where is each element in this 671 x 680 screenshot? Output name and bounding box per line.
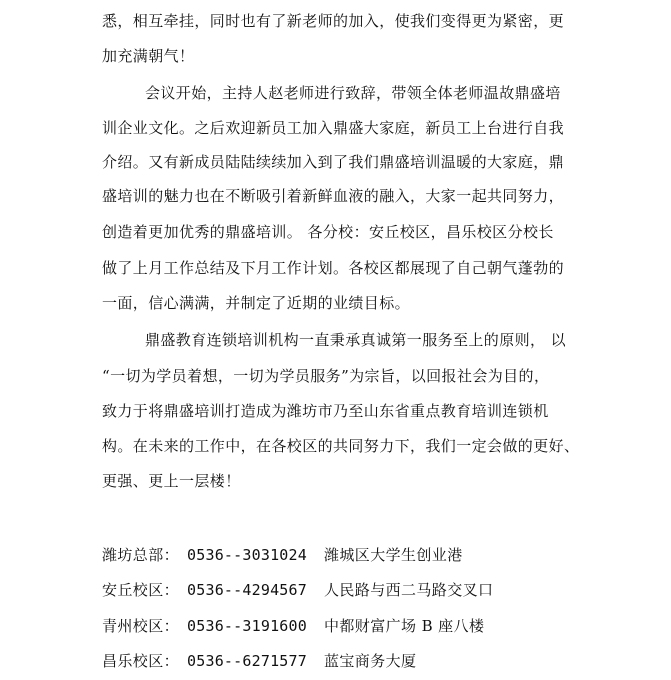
contact-address: 蓝宝商务大厦: [324, 652, 417, 670]
paragraph2-line-5: 创造着更加优秀的鼎盛培训。 各分校：安丘校区，昌乐校区分校长: [102, 223, 554, 241]
paragraph2-line-1: 会议开始，主持人赵老师进行致辞，带领全体老师温故鼎盛培: [145, 84, 561, 102]
contact-phone: 0536--3191600: [187, 617, 307, 635]
contact-label: 潍坊总部：: [102, 546, 180, 564]
contact-address: 中都财富广场 B 座八楼: [324, 617, 485, 635]
paragraph3-line-1: 鼎盛教育连锁培训机构一直秉承真诚第一服务至上的原则， 以: [145, 331, 566, 349]
paragraph3-line-5: 更强、更上一层楼！: [102, 472, 241, 490]
contact-phone: 0536--4294567: [187, 581, 307, 599]
contact-address: 潍城区大学生创业港: [324, 546, 463, 564]
contact-phone: 0536--6271577: [187, 652, 307, 670]
paragraph2-line-7: 一面，信心满满，并制定了近期的业绩目标。: [102, 294, 411, 312]
paragraph1-line-2: 加充满朝气！: [102, 47, 195, 65]
paragraph2-line-2: 训企业文化。之后欢迎新员工加入鼎盛大家庭，新员工上台进行自我: [102, 119, 565, 137]
contact-label: 青州校区：: [102, 617, 180, 635]
paragraph2-line-4: 盛培训的魅力也在不断吸引着新鲜血液的融入，大家一起共同努力，: [102, 187, 565, 205]
contact-address: 人民路与西二马路交叉口: [324, 581, 494, 599]
paragraph3-line-2: “一切为学员着想，一切为学员服务”为宗旨，以回报社会为目的，: [102, 367, 550, 385]
contact-phone: 0536--3031024: [187, 546, 307, 564]
paragraph2-line-3: 介绍。又有新成员陆陆续续加入到了我们鼎盛培训温暖的大家庭，鼎: [102, 153, 565, 171]
contact-label: 安丘校区：: [102, 581, 180, 599]
contact-label: 昌乐校区：: [102, 652, 180, 670]
paragraph2-line-6: 做了上月工作总结及下月工作计划。各校区都展现了自己朝气蓬勃的: [102, 259, 565, 277]
paragraph3-line-4: 构。在未来的工作中，在各校区的共同努力下，我们一定会做的更好、: [102, 437, 580, 455]
paragraph1-line-1: 悉，相互牵挂，同时也有了新老师的加入，使我们变得更为紧密，更: [102, 12, 565, 30]
paragraph3-line-3: 致力于将鼎盛培训打造成为潍坊市乃至山东省重点教育培训连锁机: [102, 402, 549, 420]
